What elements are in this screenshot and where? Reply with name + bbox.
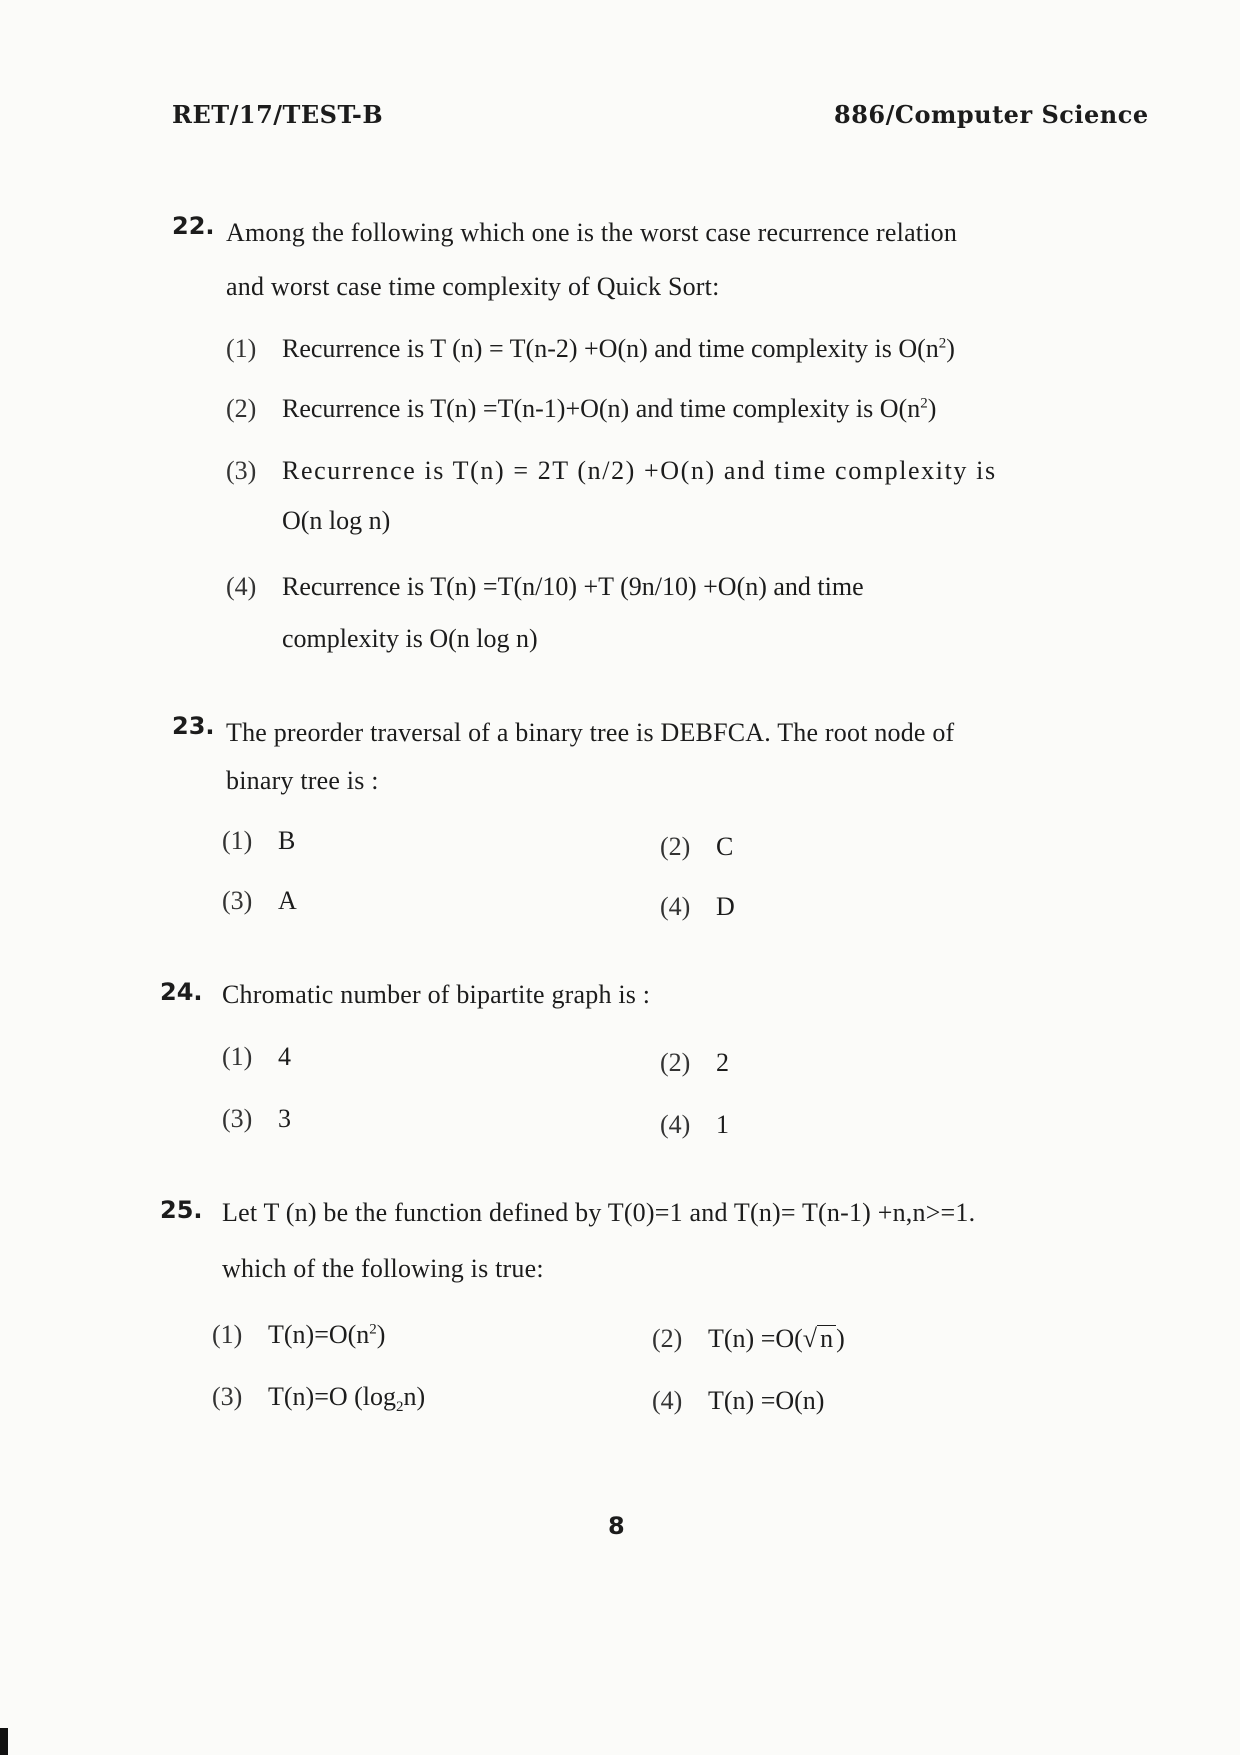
page-number: 8 <box>608 1512 625 1540</box>
option-number: (1) <box>222 1042 253 1071</box>
question-23-option-2 <box>660 832 733 862</box>
option-text: Recurrence is T(n) =T(n-1)+O(n) and time complexity is $O(n^2)$ <box>282 394 937 423</box>
option-number: (1) <box>222 826 253 855</box>
option-number: (3) <box>222 886 253 915</box>
question-23-option-3 <box>222 886 297 916</box>
question-22-option-4 <box>226 572 864 602</box>
option-number: (2) <box>660 832 691 861</box>
question-23-text-line-2: binary tree is : <box>226 766 379 795</box>
option-text: T(n) =O(n) <box>708 1386 825 1415</box>
question-24-number: 24. <box>160 978 203 1006</box>
option-text: 3 <box>278 1104 291 1133</box>
option-text: T(n)=O $(\log_2n)$ <box>268 1382 426 1416</box>
question-22-option-1 <box>226 334 955 364</box>
paper-subject: 886/Computer Science <box>834 100 1149 129</box>
question-24-option-2 <box>660 1048 729 1078</box>
option-number: (4) <box>652 1386 683 1415</box>
option-text: C <box>716 832 734 861</box>
option-number: (2) <box>226 394 257 423</box>
square-root-icon: √ <box>802 1324 818 1353</box>
question-24-text-line-1: Chromatic number of bipartite graph is : <box>222 980 651 1009</box>
option-text: T(n) =O(√ n ) <box>708 1324 845 1353</box>
option-text: 2 <box>716 1048 729 1077</box>
question-25-option-4 <box>652 1386 824 1416</box>
question-22-option-3-line-2: O(n log n) <box>282 506 391 535</box>
question-25-text-line-2: which of the following is true: <box>222 1254 544 1283</box>
option-number: (3) <box>212 1382 243 1411</box>
question-25-option-3 <box>212 1382 425 1416</box>
question-25-option-2 <box>652 1324 845 1354</box>
scan-edge-mark <box>0 1728 8 1755</box>
option-text: D <box>716 892 735 921</box>
question-22-option-2 <box>226 394 936 424</box>
question-23-option-4 <box>660 892 735 922</box>
question-25-text-line-1: Let T (n) be the function defined by T(0)=1 and T(n)= T(n-1) +n,n>=1. <box>222 1198 976 1227</box>
question-24-option-3 <box>222 1104 291 1134</box>
option-text-line-1: Recurrence is T(n) = 2T (n/2) +O(n) and time complexity is <box>282 456 997 485</box>
option-number: (2) <box>660 1048 691 1077</box>
option-text: $T(n)=O(n^2)$ <box>268 1320 386 1349</box>
question-22-text-line-1: Among the following which one is the worst case recurrence relation <box>226 218 958 247</box>
question-22-text-line-2: and worst case time complexity of Quick Sort: <box>226 272 720 301</box>
option-text: Recurrence is T (n) = T(n-2) +O(n) and time complexity is $O(n^2)$ <box>282 334 955 363</box>
question-23-number: 23. <box>172 712 215 740</box>
option-number: (1) <box>212 1320 243 1349</box>
option-text: 1 <box>716 1110 729 1139</box>
question-24-option-1 <box>222 1042 291 1072</box>
question-23-option-1 <box>222 826 295 856</box>
option-number: (4) <box>226 572 257 601</box>
option-text: 4 <box>278 1042 291 1071</box>
question-22-option-3 <box>226 456 997 486</box>
question-22-option-4-line-2: complexity is O(n log n) <box>282 624 538 653</box>
option-number: (3) <box>226 456 257 485</box>
option-number: (4) <box>660 892 691 921</box>
option-number: (4) <box>660 1110 691 1139</box>
question-25-option-1 <box>212 1320 385 1350</box>
question-22-number: 22. <box>172 212 215 240</box>
exam-code: RET/17/TEST-B <box>172 100 384 129</box>
option-number: (2) <box>652 1324 683 1353</box>
question-23-text-line-1: The preorder traversal of a binary tree is DEBFCA. The root node of <box>226 718 955 747</box>
option-number: (3) <box>222 1104 253 1133</box>
question-24-option-4 <box>660 1110 729 1140</box>
option-number: (1) <box>226 334 257 363</box>
option-text: B <box>278 826 296 855</box>
option-text: A <box>278 886 297 915</box>
question-25-number: 25. <box>160 1196 203 1224</box>
option-text-line-1: Recurrence is T(n) =T(n/10) +T (9n/10) +O(n) and time <box>282 572 864 601</box>
